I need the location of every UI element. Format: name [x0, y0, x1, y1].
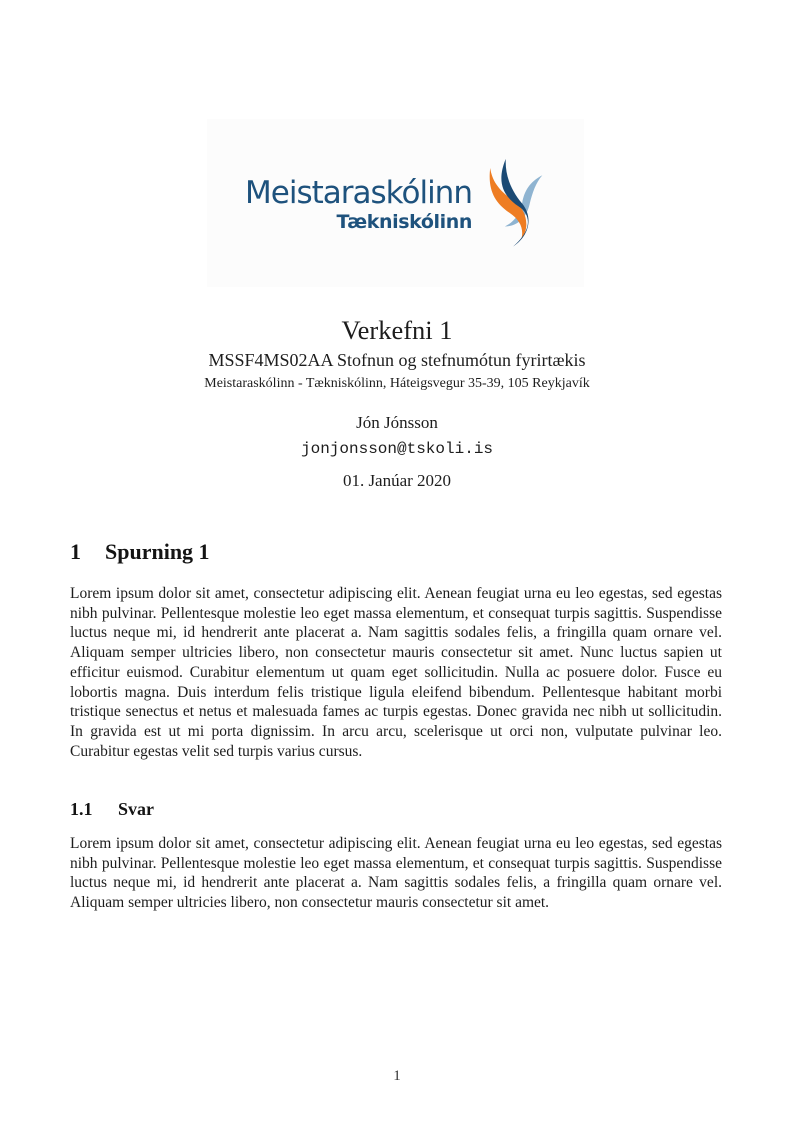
subsection-heading [70, 799, 722, 820]
swoosh-icon [482, 156, 546, 254]
school-logo [207, 119, 584, 287]
page-number: 1 [393, 1068, 401, 1084]
author-email: jonjonsson@tskoli.is [300, 440, 494, 458]
document-title: Verkefni 1 [341, 315, 453, 345]
institution-address: Meistaraskólinn - Tækniskólinn, Háteigsvegur 35-39, 105 Reykjavík [204, 376, 590, 391]
section-title: Spurning 1 [105, 539, 210, 564]
title-block [0, 315, 794, 393]
logo-secondary-name: Tækniskólinn [336, 210, 472, 233]
course-subtitle: MSSF4MS02AA Stofnun og stefnumótun fyrirtækis [208, 350, 586, 370]
section-paragraph: Lorem ipsum dolor sit amet, consectetur adipiscing elit. Aenean feugiat urna eu leo egestas, sed egestas nibh pulvinar. Pellentesque molestie leo eget massa elementum, et consequat turpis sagittis. Suspendisse luctus neque mi, id hendrerit ante placerat a. Nam sagittis sodales felis, a fringilla quam ornare vel. Aliquam semper ultricies libero, non consectetur mauris consectetur sit amet. Nunc luctus sapien ut efficitur euismod. Curabitur elementum ut quam eget sollicitudin. Nulla ac posuere dolor. Fusce eu lobortis magna. Duis interdum felis tristique ligula eleifend bibendum. Pellentesque habitant morbi tristique senectus et netus et malesuada fames ac turpis egestas. Donec gravida nec nibh ut sollicitudin. In gravida est ut mi porta dignissim. In arcu arcu, scelerisque ut orci non, vulputate pulvinar leo. Curabitur egestas velit sed turpis varius cursus. [70, 585, 722, 760]
subsection-title: Svar [118, 799, 154, 819]
section-number: 1 [70, 539, 81, 564]
logo-primary-name: Meistaraskólinn [245, 175, 472, 212]
author-name: Jón Jónsson [356, 413, 438, 432]
subsection-number: 1.1 [70, 799, 93, 819]
author-block [0, 412, 794, 459]
section-heading [70, 539, 722, 565]
subsection-paragraph: Lorem ipsum dolor sit amet, consectetur adipiscing elit. Aenean feugiat urna eu leo egestas, sed egestas nibh pulvinar. Pellentesque molestie leo eget massa elementum, et consequat turpis sagittis. Suspendisse luctus neque mi, id hendrerit ante placerat a. Nam sagittis sodales felis, a fringilla quam ornare vel. Aliquam semper ultricies libero, non consectetur mauris consectetur sit amet. [70, 835, 722, 912]
logo-wordmark [245, 177, 472, 233]
document-date: 01. Janúar 2020 [342, 471, 452, 490]
